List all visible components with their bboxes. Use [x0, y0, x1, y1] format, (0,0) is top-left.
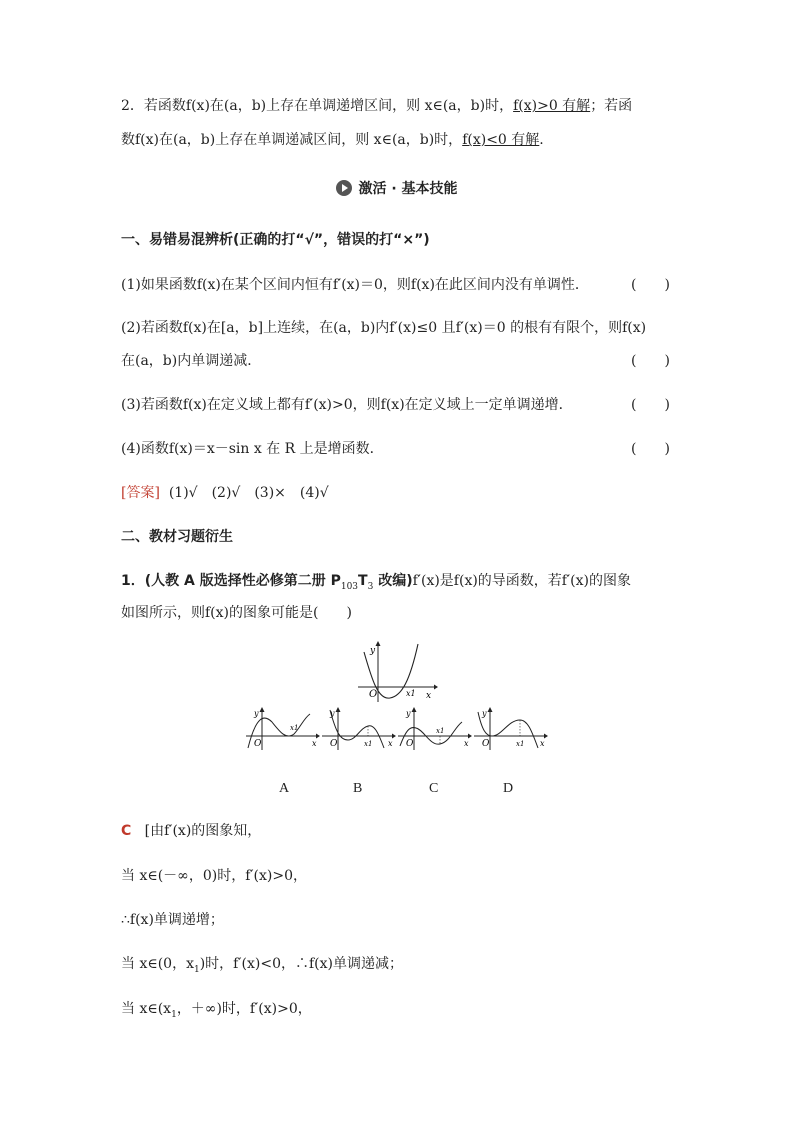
option-label-d: D — [503, 781, 514, 796]
svg-text:y: y — [254, 709, 259, 718]
svg-text:x: x — [464, 739, 469, 748]
x-axis-label: x — [426, 691, 432, 701]
origin-label: O — [369, 689, 378, 700]
x1-label: x1 — [406, 689, 416, 698]
svg-text:y: y — [406, 709, 411, 718]
solution-line-5: 当 $x\in(x_1$，＋∞)时，f′(x)>0， — [121, 1001, 312, 1020]
y-axis-label: y — [370, 646, 376, 656]
svg-text:O: O — [406, 739, 414, 749]
answer-blank-4: ( ) — [631, 441, 670, 457]
play-circle-icon — [336, 180, 352, 196]
answer-blank-1: ( ) — [631, 277, 670, 293]
option-graph-d — [474, 706, 550, 752]
question-4: (4)函数f(x)＝x－sin x 在 R 上是增函数． — [121, 441, 384, 457]
problem-1-line1: 1．(人教 A 版选择性必修第二册 $P_{103}T_3$ 改编)f′(x)是f(x)的导函数，若f′(x)的图象 — [121, 573, 631, 592]
underlined-answer-2: f(x)<0 有解 — [462, 132, 540, 148]
question-2-line1: (2)若函数f(x)在[a，b]上连续，在(a，b)内f′(x)≤0 且f′(x)＝0 的根有有限个，则f(x) — [121, 320, 647, 336]
option-graph-a — [246, 706, 322, 752]
svg-text:x1: x1 — [290, 724, 299, 732]
svg-text:x1: x1 — [436, 727, 445, 735]
svg-text:x: x — [388, 739, 393, 748]
answer-blank-3: ( ) — [631, 397, 670, 413]
part1-heading: 一、易错易混辨析(正确的打“√”，错误的打“×”) — [121, 232, 430, 248]
svg-text:x1: x1 — [364, 740, 373, 748]
solution-line-4: 当 x∈(0，$x_1$)时，f′(x)<0，∴f(x)单调递减； — [121, 956, 403, 975]
item2-line2: 数f(x)在(a，b)上存在单调递减区间，则 x∈(a，b)时，f(x)<0 有解. — [121, 132, 544, 148]
item2-line1: 2．若函数f(x)在(a，b)上存在单调递增区间，则 x∈(a，b)时，f(x)>0 有解；若函 — [121, 98, 633, 114]
derivative-graph — [358, 640, 438, 702]
svg-text:x: x — [312, 739, 317, 748]
svg-text:y: y — [330, 709, 335, 718]
option-graph-c — [398, 706, 474, 752]
option-graph-b — [322, 706, 398, 752]
solution-line-2: 当 x∈(－∞，0)时，f′(x)>0， — [121, 868, 308, 884]
problem-1-line2: 如图所示，则f(x)的图象可能是( ) — [121, 605, 352, 621]
answer-line: [答案] (1)√ (2)√ (3)× (4)√ — [121, 485, 329, 501]
question-2-line2: 在(a，b)内单调递减． — [121, 353, 262, 369]
solution-line-3: ∴f(x)单调递增； — [121, 912, 224, 928]
svg-text:O: O — [254, 739, 262, 749]
svg-text:O: O — [482, 739, 490, 749]
svg-text:x1: x1 — [516, 740, 525, 748]
question-1: (1)如果函数f(x)在某个区间内恒有f′(x)＝0，则f(x)在此区间内没有单调性． — [121, 277, 589, 293]
section-title: 激活 · 基本技能 — [0, 178, 794, 198]
option-label-b: B — [353, 781, 363, 796]
answer-tag: [答案] — [121, 485, 160, 501]
part2-heading: 二、教材习题衍生 — [121, 529, 233, 545]
option-label-a: A — [279, 781, 290, 796]
option-label-c: C — [429, 781, 439, 796]
solution-choice: C — [121, 823, 132, 839]
svg-text:y: y — [482, 709, 487, 718]
svg-text:x: x — [540, 739, 545, 748]
solution-line-1: C [由f′(x)的图象知， — [121, 823, 262, 839]
answer-blank-2: ( ) — [631, 353, 670, 369]
question-3: (3)若函数f(x)在定义域上都有f′(x)>0，则f(x)在定义域上一定单调递增． — [121, 397, 573, 413]
underlined-answer-1: f(x)>0 有解 — [513, 98, 591, 114]
svg-text:O: O — [330, 739, 338, 749]
